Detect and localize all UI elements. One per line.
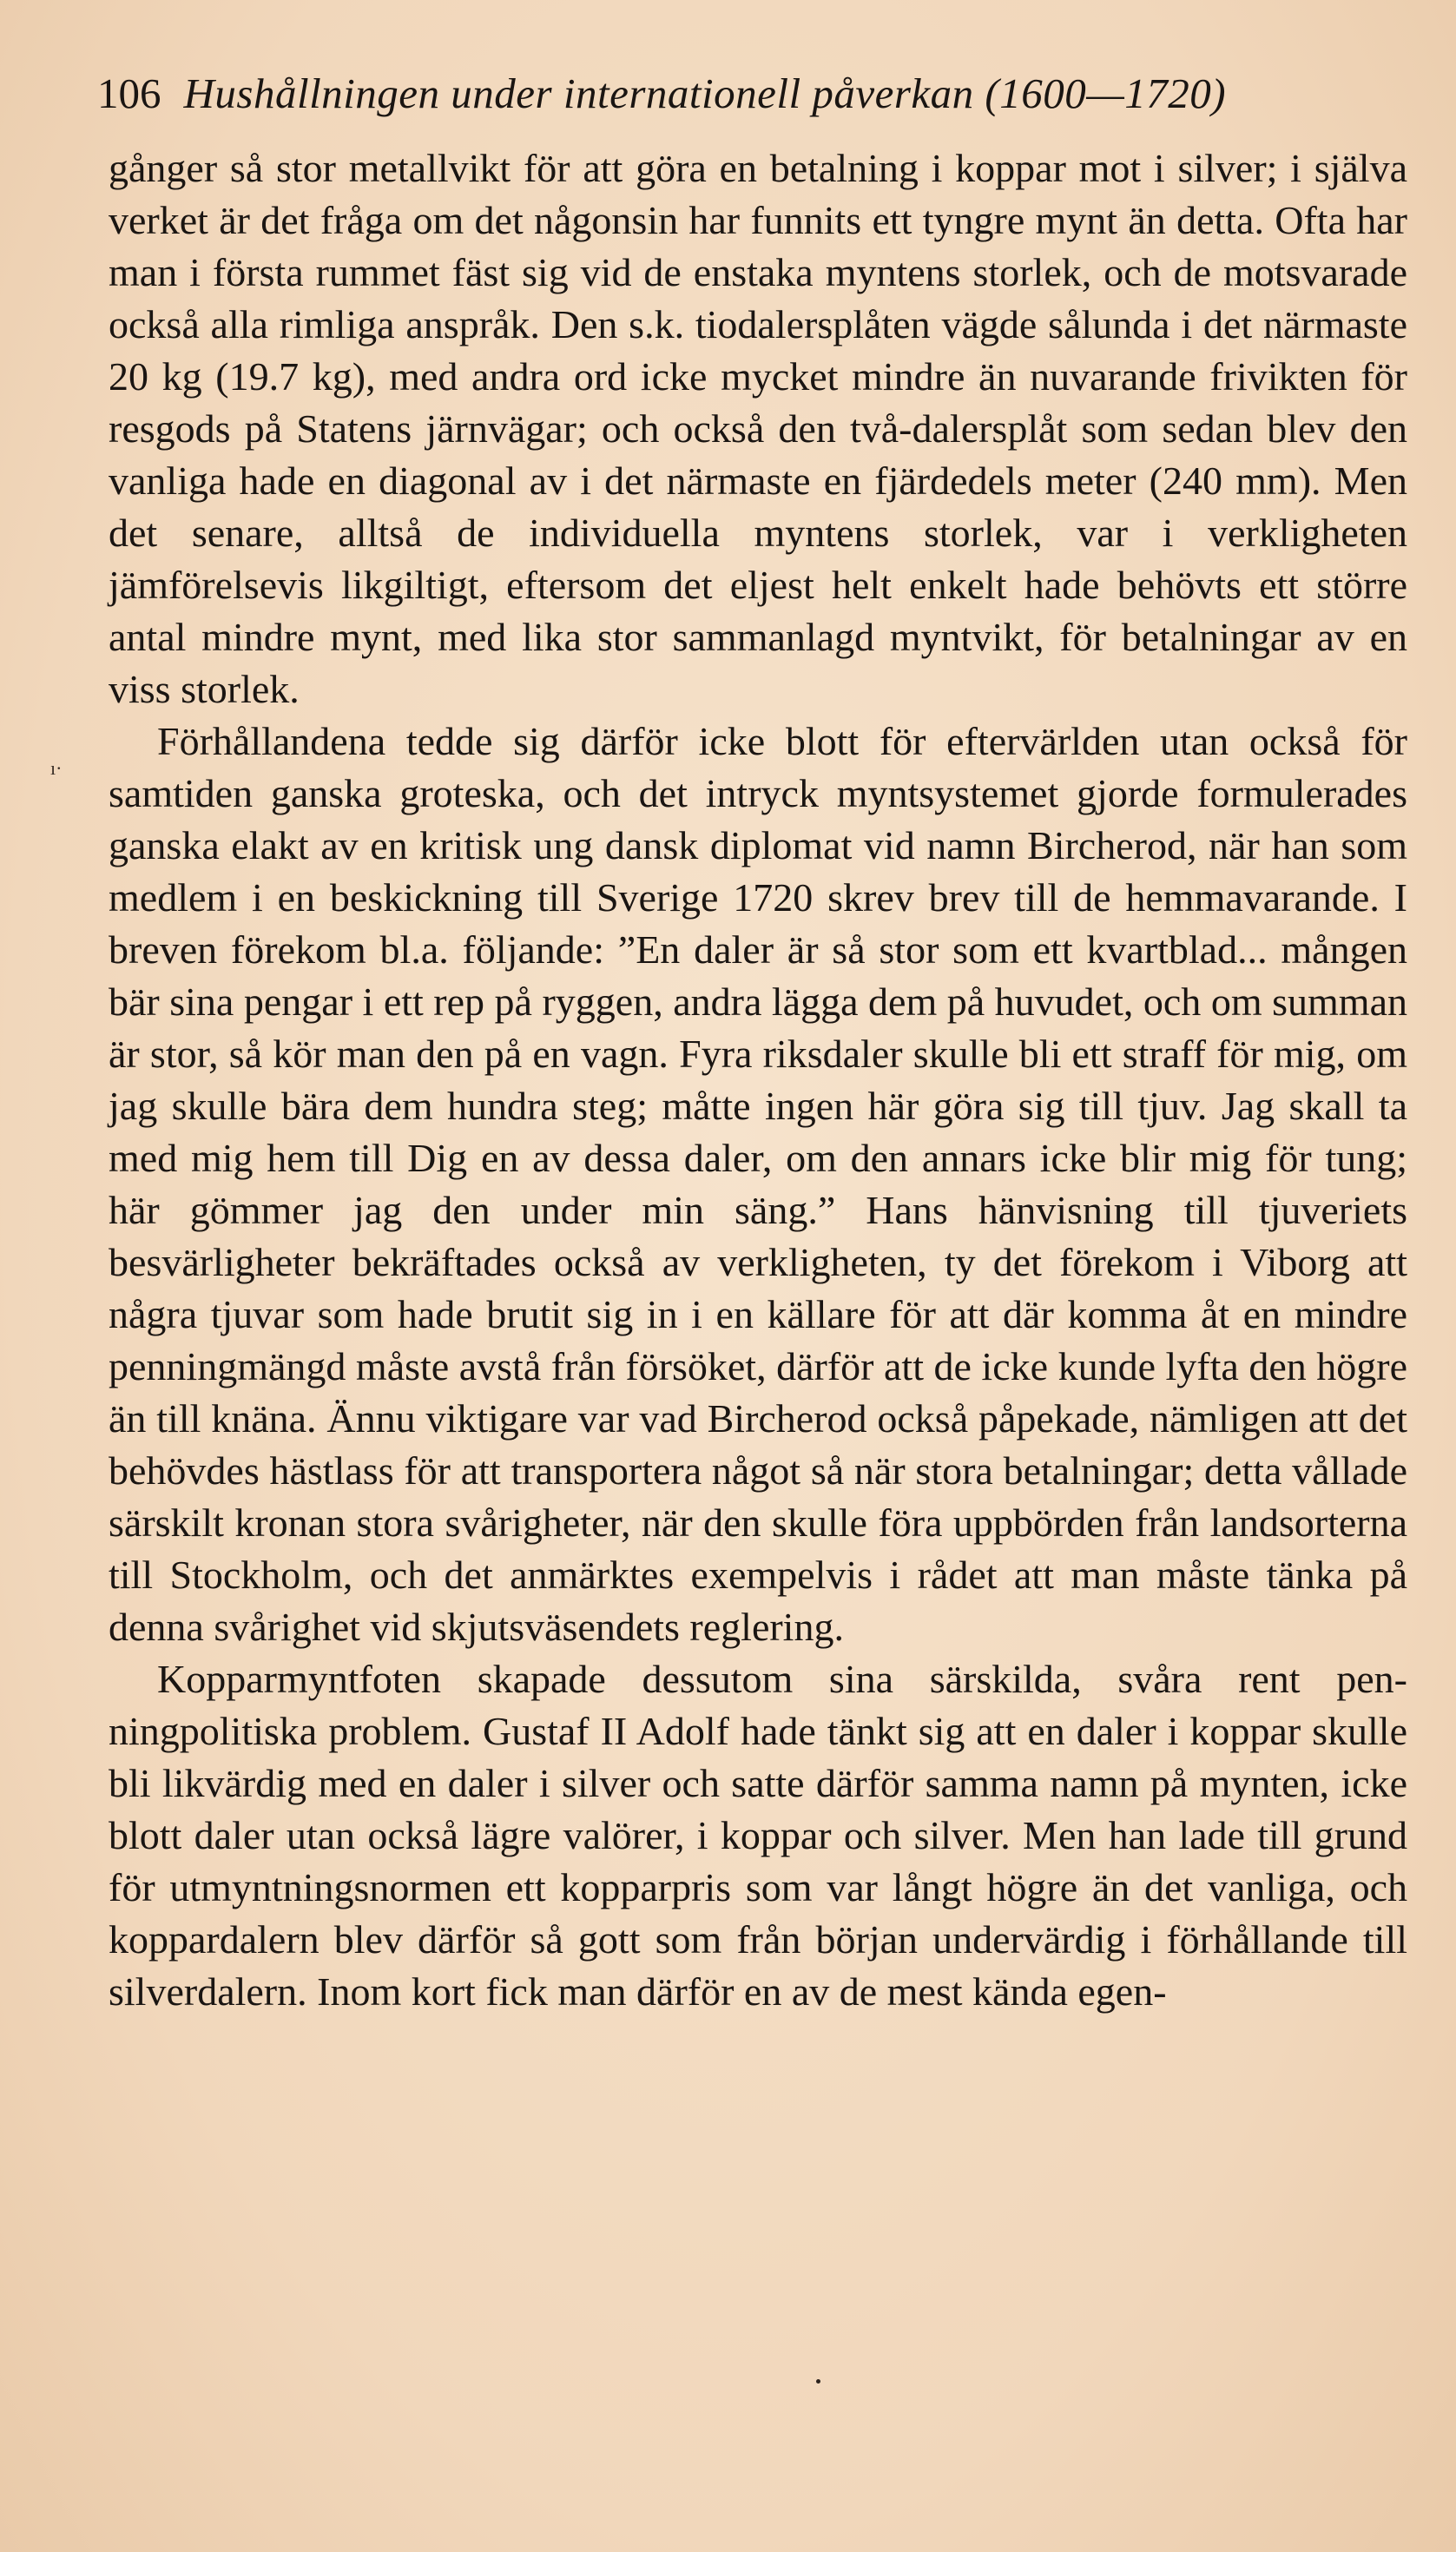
body-text <box>109 142 1407 2018</box>
paper-speck <box>816 2379 820 2384</box>
running-head-title: Hushållningen under internationell påverkan (1600—1720) <box>183 69 1227 117</box>
running-head <box>97 68 1400 120</box>
margin-mark: ı· <box>50 757 63 779</box>
paragraph-2: Förhållandena tedde sig därför icke blott för eftervärlden utan också för samtiden ganska groteska, och det intryck myntsystemet gjorde formulerades ganska elakt av en kritisk ung dansk diplomat vid namn Bircherod, när han som medlem i en beskickning till Sverige 1720 skrev brev till de hemmavarande. I breven förekom bl.a. följande: ”En daler är så stor som ett kvartblad... mången bär sina pengar i ett rep på ryggen, andra lägga dem på huvudet, och om summan är stor, så kör man den på en vagn. Fyra riksdaler skulle bli ett straff för mig, om jag skulle bära dem hundra steg; måtte ingen här göra sig till tjuv. Jag skall ta med mig hem till Dig en av dessa daler, om den annars icke blir mig för tung; här gömmer jag den under min säng.” Hans hänvisning till tjuveriets besvärligheter bekräftades också av verkligheten, ty det förekom i Viborg att några tjuvar som hade brutit sig in i en källare för att där komma åt en mindre penningmängd måste avstå från försöket, därför att de icke kunde lyfta den högre än till knäna. Ännu viktigare var vad Bircherod också påpekade, nämligen att det behövdes hästlass för att transportera något så när stora betalningar; detta vållade särskilt kronan stora svårigheter, när den skulle föra uppbörden från landsorterna till Stockholm, och det anmärktes exempelvis i rådet att man måste tänka på denna svårighet vid skjutsväsendets reglering. <box>109 719 1407 1649</box>
paragraph-3: Kopparmyntfoten skapade dessutom sina särskilda, svåra rent penningpolitiska problem. Gustaf II Adolf hade tänkt sig att en daler i koppar skulle bli likvärdig med en daler i silver och satte därför samma namn på mynten, icke blott daler utan också lägre valörer, i koppar och silver. Men han lade till grund för utmyntningsnormen ett kopparpris som var långt högre än det vanliga, och koppardalern blev därför så gott som från början undervärdig i förhållande till silverdalern. Inom kort fick man därför en av de mest kända egen- <box>109 1657 1407 2014</box>
page-number: 106 <box>97 69 161 117</box>
paragraph-1: gånger så stor metallvikt för att göra en betalning i koppar mot i silver; i själva verket är det fråga om det någonsin har funnits ett tyngre mynt än detta. Ofta har man i första rummet fäst sig vid de enstaka myntens storlek, och de motsvarade också alla rimliga anspråk. Den s.k. tiodalersplåten vägde sålunda i det närmaste 20 kg (19.7 kg), med andra ord icke mycket mindre än nuvarande frivikten för resgods på Statens järnvägar; och också den två-dalersplåt som sedan blev den vanliga hade en diagonal av i det närmaste en fjärdedels meter (240 mm). Men det senare, alltså de individuella myntens storlek, var i verkligheten jämförelsevis likgiltigt, eftersom det eljest helt enkelt hade behövts ett större antal mindre mynt, med lika stor sammanlagd myntvikt, för betalningar av en viss storlek. <box>109 146 1407 711</box>
